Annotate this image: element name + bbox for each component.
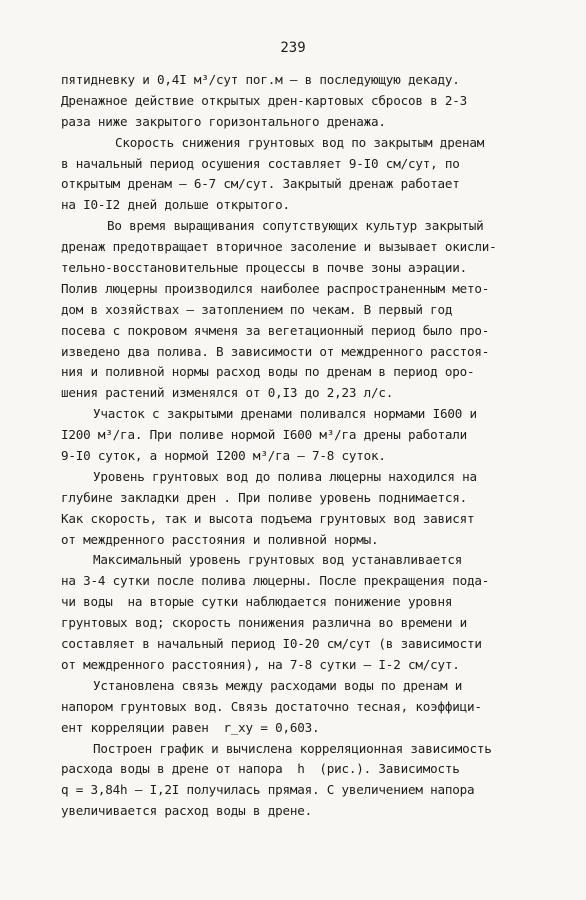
text-line: на 3-4 сутки после полива люцерны. После прекращения пода-	[61, 573, 490, 589]
text-line: открытым дренам – 6-7 см/сут. Закрытый дренаж работает	[61, 176, 460, 192]
text-line: Максимальный уровень грунтовых вод устанавливается	[93, 552, 463, 568]
text-line: увеличивается расход воды в дрене.	[61, 803, 312, 819]
text-line: Полив люцерны производился наиболее распространенным мето-	[61, 280, 490, 296]
text-line: Во время выращивания сопутствующих культур закрытый	[107, 218, 484, 234]
text-line: от междренного расстояния), на 7-8 сутки – I-2 см/сут.	[61, 656, 460, 672]
text-line: ния и поливной нормы расход воды по дренам в период оро-	[61, 364, 475, 380]
text-line: пятидневку и 0,4I м³/сут пог.м – в последующую декаду.	[61, 72, 460, 87]
text-line: расхода воды в дрене от напора h (рис.). Зависимость	[61, 761, 460, 777]
text-line: изведено два полива. В зависимости от междренного расстоя-	[61, 343, 490, 359]
text-line: напором грунтовых вод. Связь достаточно тесная, коэффици-	[61, 698, 482, 714]
text-line: посева с покровом ячменя за вегетационный период было про-	[61, 322, 490, 338]
text-line: от междренного расстояния и поливной нормы.	[61, 531, 379, 547]
page-number: 239	[280, 40, 306, 56]
text-line: дренаж предотвращает вторичное засоление и вызывает окисли-	[61, 239, 497, 255]
text-line: I200 м³/га. При поливе нормой I600 м³/га дрены работали	[61, 427, 468, 443]
text-line: Уровень грунтовых вод до полива люцерны находился на	[93, 468, 477, 484]
text-line: в начальный период осушения составляет 9-I0 см/сут, по	[61, 155, 460, 171]
text-line: раза ниже закрытого горизонтального дренажа.	[61, 113, 386, 129]
text-line: чи воды на вторые сутки наблюдается понижение уровня	[61, 594, 453, 610]
text-line: Скорость снижения грунтовых вод по закрытым дренам	[115, 134, 485, 150]
text-line: составляет в начальный период I0-20 см/сут (в зависимости	[61, 636, 482, 652]
text-line: глубине закладки дрен . При поливе уровень поднимается.	[61, 489, 468, 505]
text-line: шения растений изменялся от 0,I3 до 2,23 л/с.	[61, 385, 394, 401]
text-line: Дренажное действие открытых дрен-картовых сбросов в 2-3	[61, 92, 468, 108]
text-line: 9-I0 суток, а нормой I200 м³/га – 7-8 суток.	[61, 448, 386, 464]
text-line: ент корреляции равен r_xy = 0,603.	[61, 719, 320, 735]
text-line: Как скорость, так и высота подъема грунтовых вод зависят	[61, 510, 475, 526]
text-line: Участок с закрытыми дренами поливался нормами I600 и	[93, 406, 477, 422]
text-line: грунтовых вод; скорость понижения различна во времени и	[61, 615, 468, 631]
text-line: тельно-восстановительные процессы в почве зоны аэрации.	[61, 260, 468, 276]
text-line: дом в хозяйствах – затоплением по чекам. В первый год	[61, 301, 453, 317]
text-line: Установлена связь между расходами воды по дренам и	[93, 677, 463, 693]
body-text	[61, 70, 576, 822]
text-line: q = 3,84h – I,2I получилась прямая. С увеличением напора	[61, 782, 475, 798]
text-line: Построен график и вычислена корреляционная зависимость	[93, 740, 492, 756]
text-line: на I0-I2 дней дольше открытого.	[61, 197, 290, 213]
